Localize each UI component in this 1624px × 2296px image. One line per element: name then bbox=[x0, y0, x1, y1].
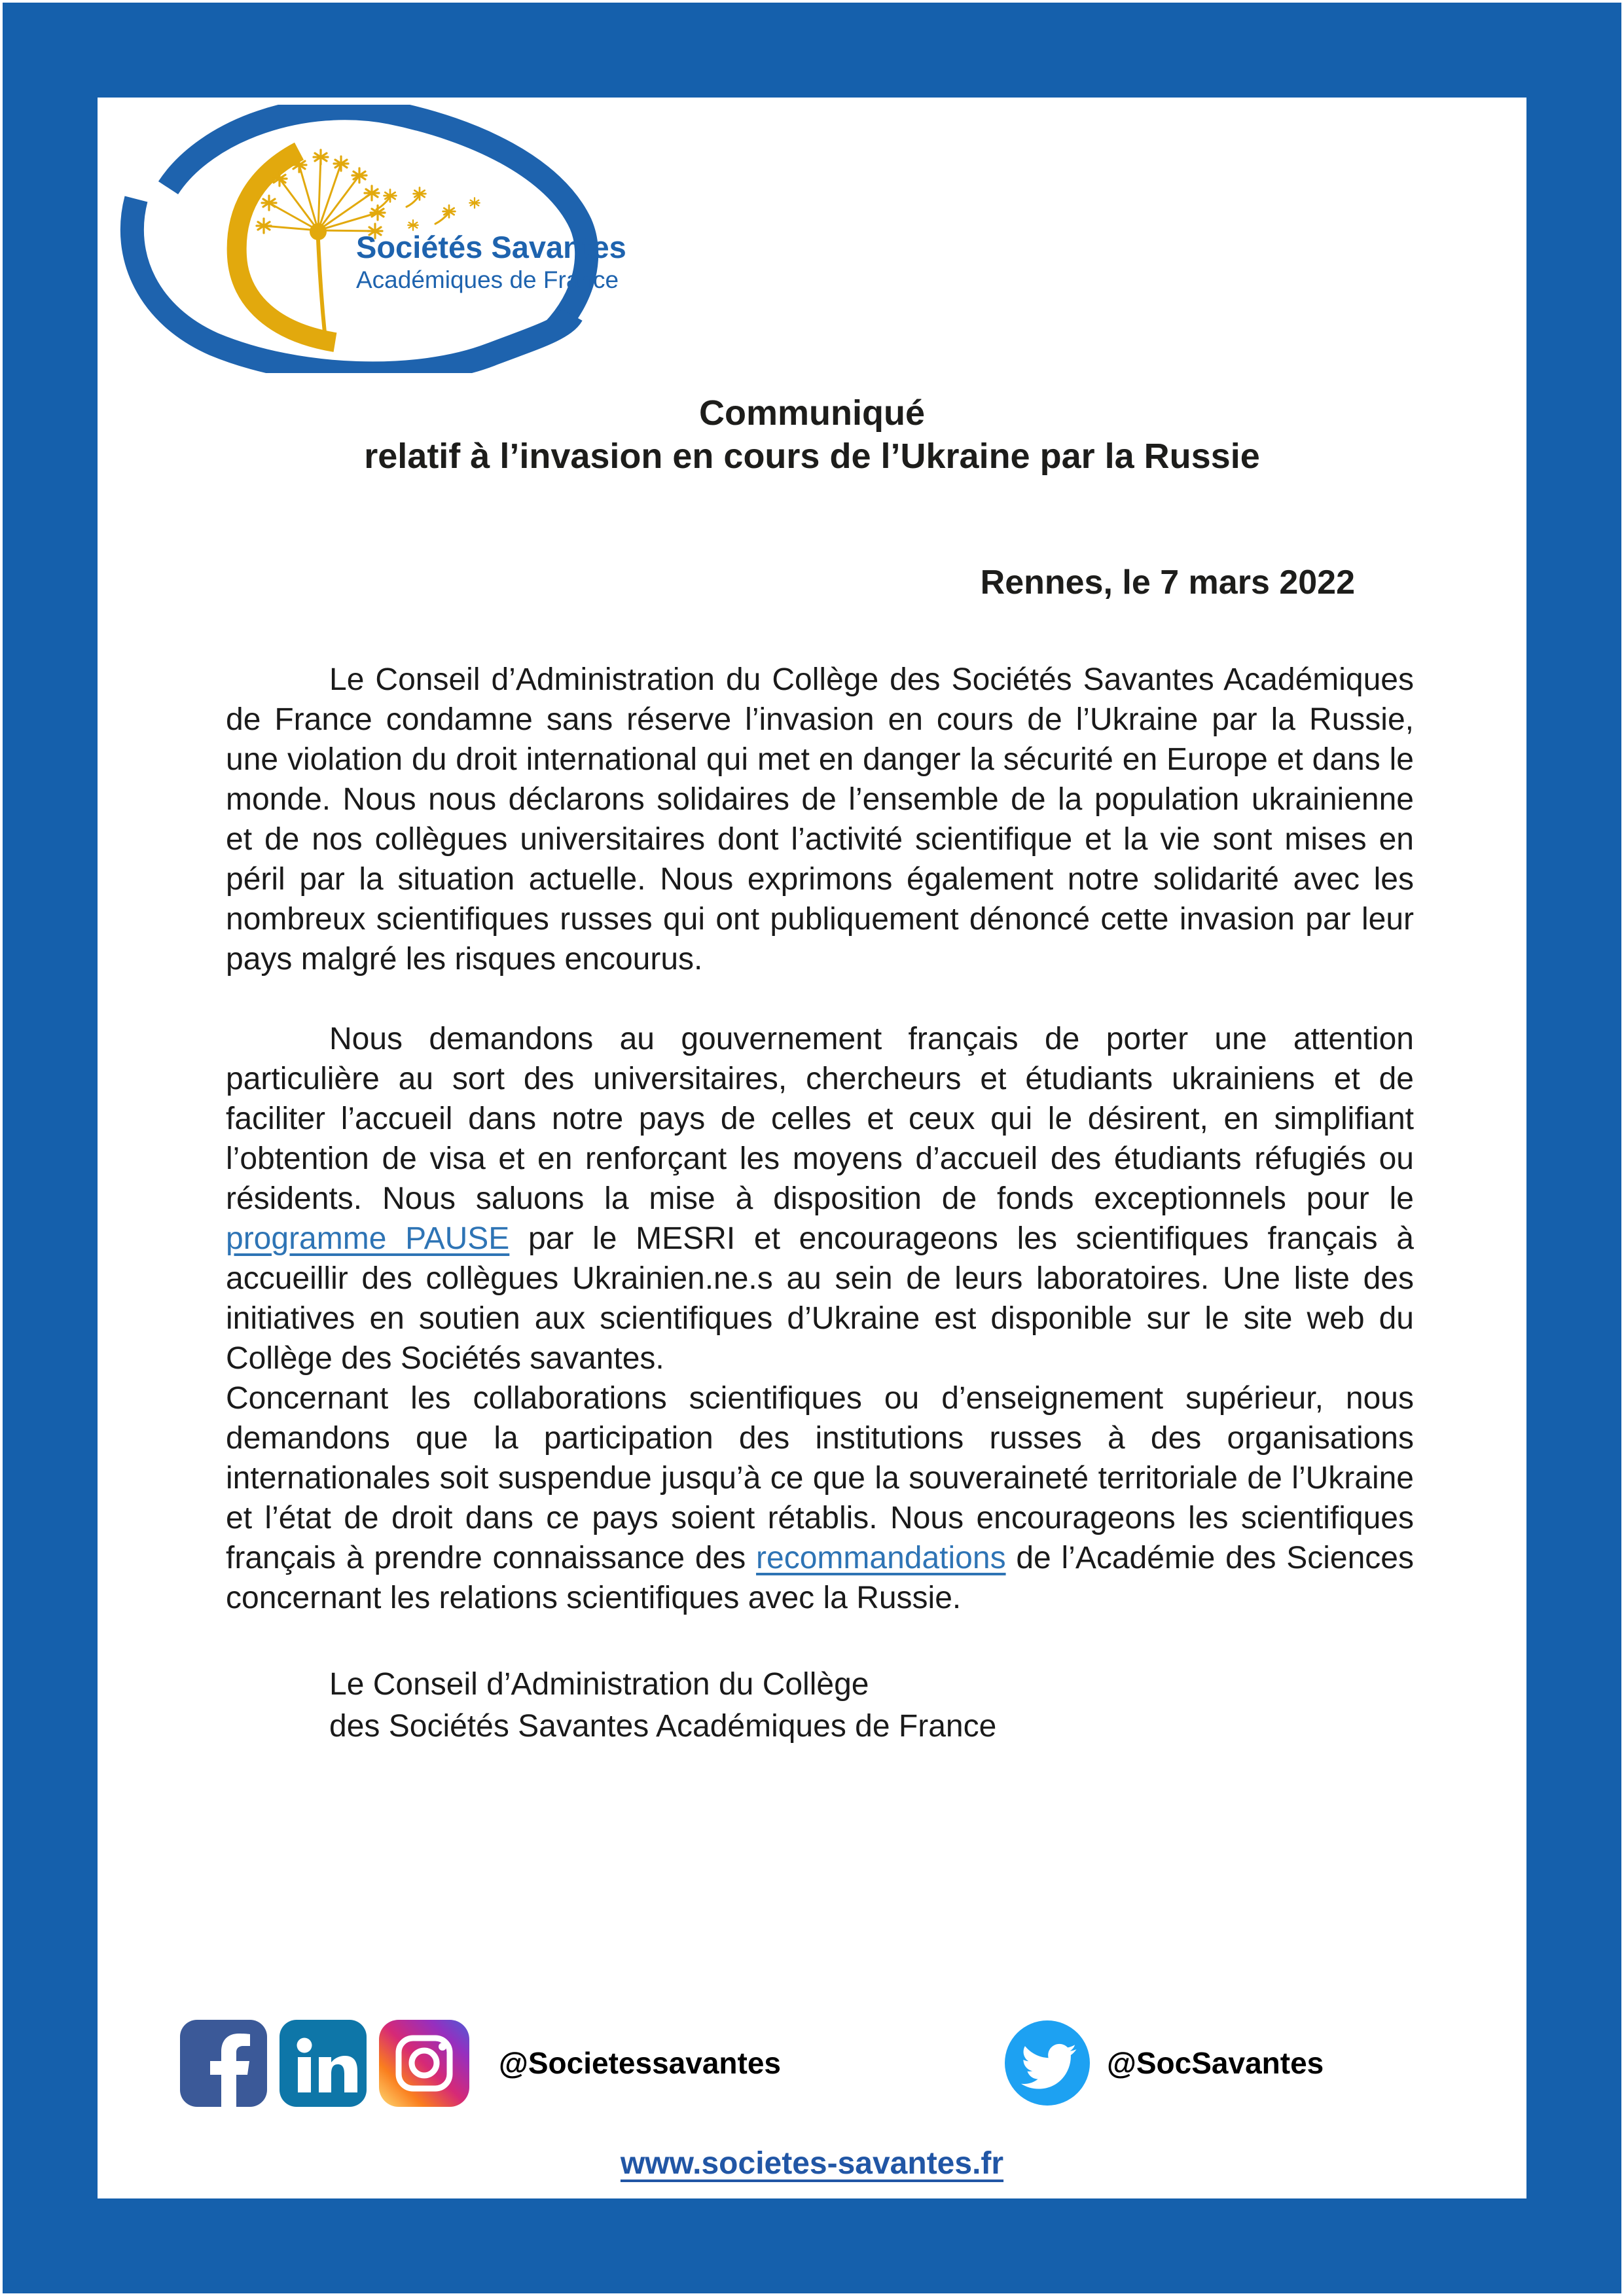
linkedin-icon[interactable] bbox=[280, 2020, 367, 2107]
title-line2: relatif à l’invasion en cours de l’Ukraine par la Russie bbox=[364, 437, 1260, 476]
website-link[interactable]: www.societes-savantes.fr bbox=[620, 2146, 1004, 2181]
title-line1: Communiqué bbox=[699, 393, 925, 433]
social-row-right bbox=[1005, 2020, 1324, 2106]
inline-text-link[interactable]: programme PAUSE bbox=[226, 1221, 510, 1256]
handle-left: @Societessavantes bbox=[499, 2046, 781, 2080]
paragraph: Le Conseil d’Administration du Collège des Sociétés Savantes Académiques de France condamne sans réserve l’invasion en cours de l’Ukraine par la Russie, une violation du droit international qui met en danger la sécurité en Europe et dans le monde. Nous nous déclarons solidaires de l’ensemble de la population ukrainienne et de nos collègues universitaires dont l’activité scientifique et la vie sont mises en péril par la situation actuelle. Nous exprimons également notre solidarité avec les nombreux scientifiques russes qui ont publiquement dénoncé cette invasion par leur pays malgré les risques encourus. bbox=[226, 662, 1414, 977]
logo-eye-dandelion-icon bbox=[108, 105, 638, 373]
handle-right: @SocSavantes bbox=[1107, 2046, 1324, 2080]
body-text bbox=[226, 660, 1414, 1748]
inline-text-link[interactable]: recommandations bbox=[756, 1541, 1006, 1575]
signature-line2: des Sociétés Savantes Académiques de France bbox=[329, 1709, 997, 1744]
paragraph: Nous demandons au gouvernement français de porter une attention particulière au sort des universitaires, chercheurs et étudiants ukrainiens et de faciliter l’accueil dans notre pays de celles et ceux qui le désirent, en simplifiant l’obtention de visa et en renforçant les moyens d’accueil des étudiants réfugiés ou résidents. Nous saluons la mise à disposition de fonds exceptionnels pour le programme PAUSE par le MESRI et encourageons les scientifiques français à accueillir des collègues Ukrainien.ne.s au sein de leurs laboratoires. Une liste des initiatives en soutien aux scientifiques d’Ukraine est disponible sur le site web du Collège des Sociétés savantes. bbox=[226, 1022, 1414, 1376]
twitter-icon[interactable] bbox=[1005, 2020, 1090, 2106]
dateline: Rennes, le 7 mars 2022 bbox=[980, 564, 1355, 601]
signature-block bbox=[226, 1664, 1414, 1748]
signature-line1: Le Conseil d’Administration du Collège bbox=[329, 1667, 869, 1702]
facebook-icon[interactable] bbox=[180, 2020, 267, 2107]
logo-text-line2: Académiques de France bbox=[356, 266, 619, 293]
org-logo bbox=[108, 105, 638, 373]
logo-text-line1: Sociétés Savantes bbox=[356, 230, 626, 264]
document-title bbox=[131, 391, 1493, 478]
social-row-left bbox=[180, 2019, 781, 2107]
instagram-icon[interactable] bbox=[379, 2020, 469, 2107]
paragraph: Concernant les collaborations scientifiques ou d’enseignement supérieur, nous demandons que la participation des institutions russes à des organisations internationales soit suspendue jusqu’à ce que la souveraineté territoriale de l’Ukraine et l’état de droit dans ce pays soient rétablis. Nous encourageons les scientifiques français à prendre connaissance des recommandations de l’Académie des Sciences concernant les relations scientifiques avec la Russie. bbox=[226, 1381, 1415, 1615]
body-paragraphs bbox=[226, 660, 1414, 1618]
